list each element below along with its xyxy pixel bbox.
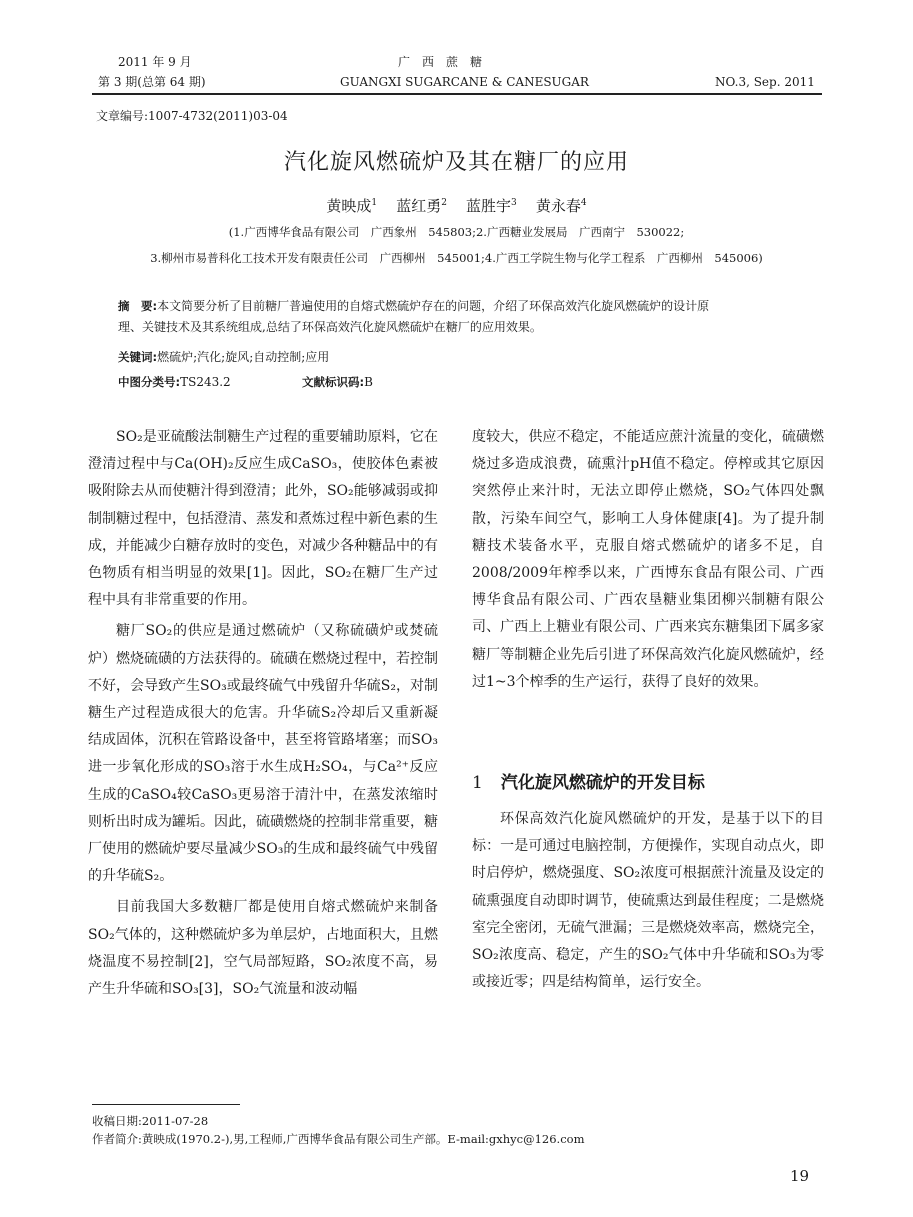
- body-paragraph: 目前我国大多数糖厂都是使用自熔式燃硫炉来制备SO₂气体的，这种燃硫炉多为单层炉，占地面积大，且燃烧温度不易控制[2]，空气局部短路，SO₂浓度不高，易产生升华硫和SO₃[3]，SO₂气流量和波动幅: [88, 899, 438, 998]
- header-date: 2011 年 9 月: [118, 55, 192, 69]
- header-journal-en: GUANGXI SUGARCANE & CANESUGAR: [340, 75, 589, 89]
- author-name: 黄映成: [326, 197, 372, 215]
- section-body: [472, 806, 824, 1000]
- affiliation-line: (1.广西博华食品有限公司 广西象州 545803;2.广西糖业发展局 广西南宁 530022;: [228, 225, 685, 239]
- author-bio: 作者简介:黄映成(1970.2-),男,工程师,广西博华食品有限公司生产部。E-mail:gxhyc@126.com: [92, 1132, 585, 1146]
- author-sup: 1: [371, 198, 378, 208]
- section-title: 汽化旋风燃硫炉的开发目标: [500, 773, 705, 793]
- footnote-rule: [92, 1104, 240, 1105]
- abstract-text-cont: 理、关键技术及其系统组成,总结了环保高效汽化旋风燃硫炉在糖厂的应用效果。: [118, 320, 542, 334]
- body-paragraph: 度较大，供应不稳定，不能适应蔗汁流量的变化，硫磺燃烧过多造成浪费，硫熏汁pH值不稳定。停榨或其它原因突然停止来汁时，无法立即停止燃烧，SO₂气体四处飘散，污染车间空气，影响工人身体健康[4]。为了提升制糖技术装备水平，克服自熔式燃硫炉的诸多不足，自2008/2009年榨季以来，广西博东食品有限公司、广西博华食品有限公司、广西农垦糖业集团柳兴制糖有限公司、广西上上糖业有限公司、广西来宾东糖集团下属多家糖厂等制糖企业先后引进了环保高效汽化旋风燃硫炉，经过1~3个榨季的生产运行，获得了良好的效果。: [472, 429, 824, 690]
- author-list: [0, 195, 913, 216]
- body-paragraph: SO₂是亚硫酸法制糖生产过程的重要辅助原料，它在澄清过程中与Ca(OH)₂反应生成CaSO₃，使胶体色素被吸附除去从而使糖汁得到澄清；此外，SO₂能够减弱或抑制制糖过程中，包括澄清、蒸发和煮炼过程中新色素的生成，并能减少白糖存放时的变色，对减少各种糖品中的有色物质有相当明显的效果[1]。因此，SO₂在糖厂生产过程中具有非常重要的作用。: [88, 429, 438, 609]
- keywords-text: 燃硫炉;汽化;旋风;自动控制;应用: [157, 350, 330, 364]
- section-number: 1: [472, 773, 483, 793]
- doc-code-text: B: [364, 375, 373, 389]
- clc-text: TS243.2: [180, 375, 231, 389]
- keywords-label: 关键词:: [118, 350, 158, 364]
- author-name: 黄永春: [535, 197, 581, 215]
- body-paragraph: 糖厂SO₂的供应是通过燃硫炉（又称硫磺炉或焚硫炉）燃烧硫磺的方法获得的。硫磺在燃烧过程中，若控制不好，会导致产生SO₃或最终硫气中残留升华硫S₂，对制糖生产过程造成很大的危害。升华硫S₂冷却后又重新凝结成固体，沉积在管路设备中，甚至将管路堵塞；而SO₃进一步氧化形成的SO₃溶于水生成H₂SO₄，与Ca²⁺反应生成的CaSO₄较CaSO₃更易溶于清汁中，在蒸发浓缩时则析出时成为罐垢。因此，硫磺燃烧的控制非常重要，糖厂使用的燃硫炉要尽量减少SO₃的生成和最终硫气中残留的升华硫S₂。: [88, 623, 438, 885]
- section-heading: [472, 768, 705, 793]
- affiliation-line: 3.柳州市易普科化工技术开发有限责任公司 广西柳州 545001;4.广西工学院生物与化学工程系 广西柳州 545006): [150, 251, 763, 265]
- article-number: 文章编号:1007-4732(2011)03-04: [96, 109, 288, 123]
- page-number: 19: [790, 1167, 810, 1185]
- abstract-label: 摘 要:: [118, 299, 158, 313]
- author-sup: 4: [580, 198, 587, 208]
- document-code: [302, 374, 373, 390]
- received-date: 收稿日期:2011-07-28: [92, 1114, 209, 1128]
- clc-number: [118, 374, 231, 390]
- author-name: 蓝红勇: [396, 197, 442, 215]
- author-sup: 3: [511, 198, 517, 208]
- abstract: [118, 296, 818, 338]
- author-name: 蓝胜宇: [466, 197, 512, 215]
- header-issue-en: NO.3, Sep. 2011: [715, 75, 815, 89]
- abstract-text: 本文简要分析了目前糖厂普遍使用的自熔式燃硫炉存在的问题，介绍了环保高效汽化旋风燃硫炉的设计原: [157, 299, 710, 313]
- right-column: [472, 424, 824, 700]
- author-sup: 2: [441, 198, 447, 208]
- article-title: 汽化旋风燃硫炉及其在糖厂的应用: [283, 150, 629, 175]
- clc-label: 中图分类号:: [118, 375, 181, 389]
- header-issue: 第 3 期(总第 64 期): [98, 75, 206, 89]
- doc-code-label: 文献标识码:: [302, 375, 365, 389]
- left-column: [88, 424, 438, 1007]
- header-journal-cn: 广 西 蔗 糖: [398, 55, 483, 69]
- header-rule: [92, 93, 822, 95]
- body-paragraph: 环保高效汽化旋风燃硫炉的开发，是基于以下的目标：一是可通过电脑控制，方便操作，实现自动点火，即时启停炉，燃烧强度、SO₂浓度可根据蔗汁流量及设定的硫熏强度自动即时调节，使硫熏达到最佳程度；二是燃烧室完全密闭，无硫气泄漏；三是燃烧效率高，燃烧完全，SO₂浓度高、稳定，产生的SO₂气体中升华硫和SO₃为零或接近零；四是结构简单，运行安全。: [472, 811, 824, 991]
- keywords: [118, 348, 329, 365]
